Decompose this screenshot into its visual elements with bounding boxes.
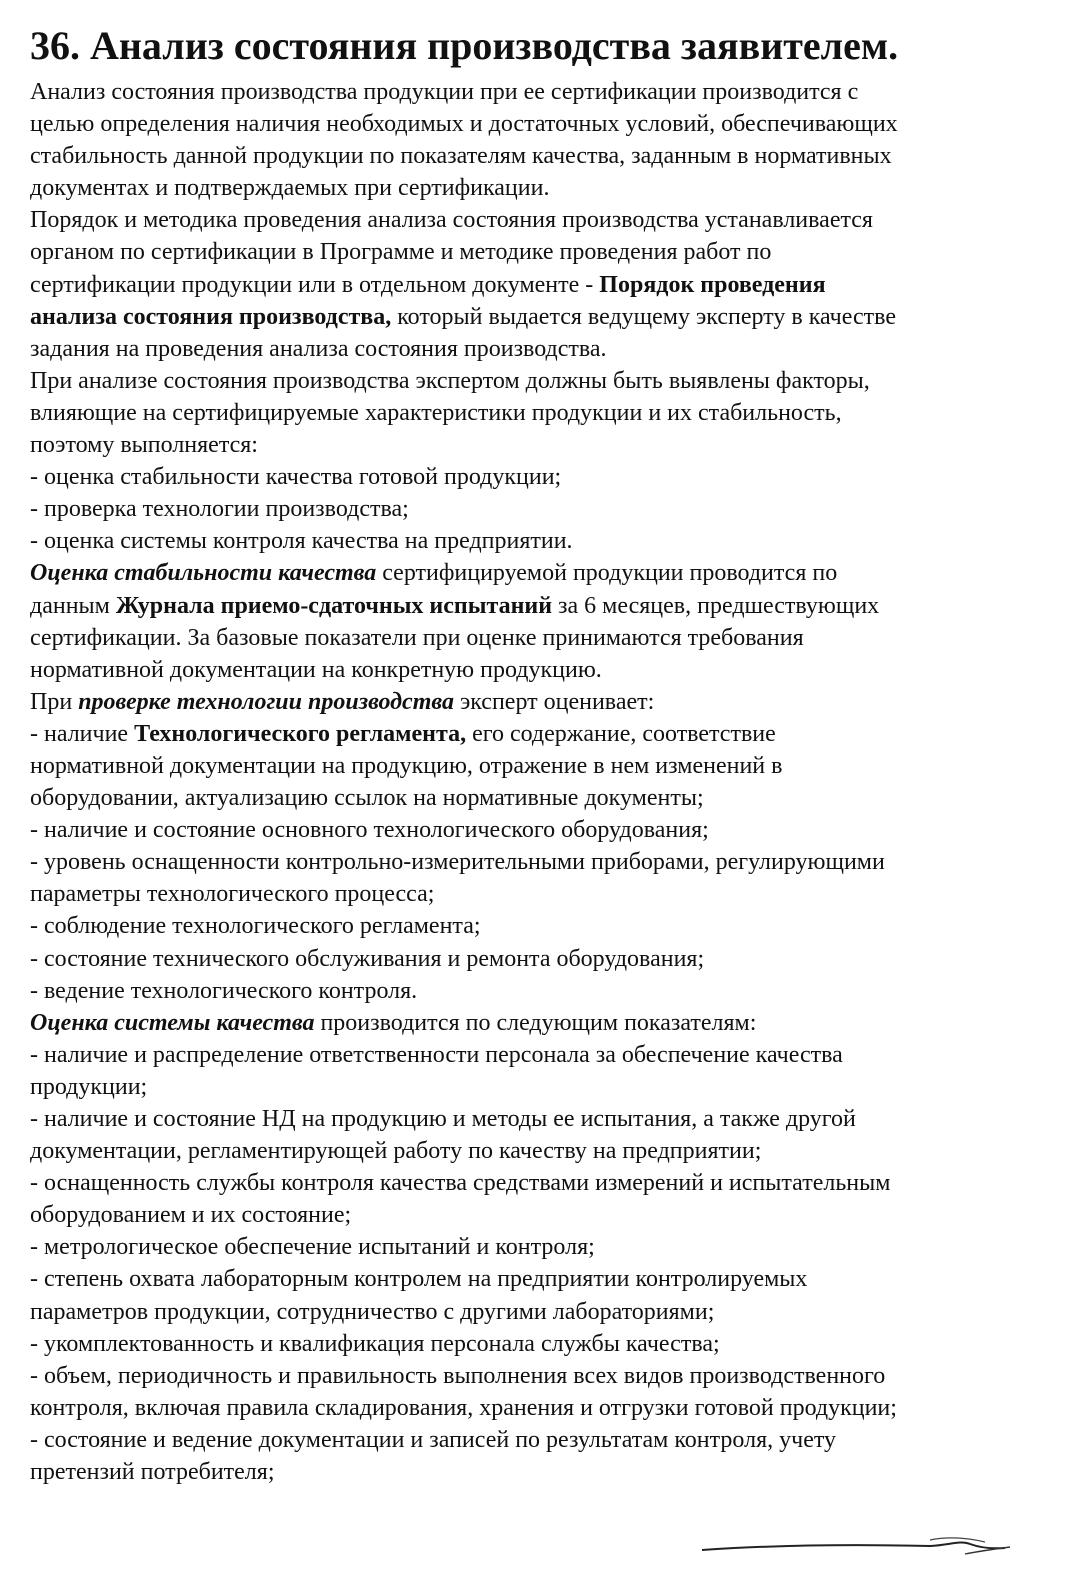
text-line: целью определения наличия необходимых и достаточных условий, обеспечивающих xyxy=(30,111,898,138)
text-line: задания на проведения анализа состояния производства. xyxy=(30,335,607,362)
text-line: документации, регламентирующей работу по качеству на предприятии; xyxy=(30,1138,762,1165)
text-line: оборудовании, актуализацию ссылок на нормативные документы; xyxy=(30,785,704,812)
list-item: - укомплектованность и квалификация персонала службы качества; xyxy=(30,1330,720,1357)
text-line xyxy=(30,269,1060,301)
italic-heading: Оценка системы качества xyxy=(30,1009,315,1036)
list-item: - состояние технического обслуживания и ремонта оборудования; xyxy=(30,945,705,972)
text-line: влияющие на сертифицируемые характеристики продукции и их стабильность, xyxy=(30,399,842,426)
text-line: При анализе состояния производства экспертом должны быть выявлены факторы, xyxy=(30,367,870,394)
bold-term: Технологического регламента, xyxy=(134,720,467,747)
text-line: нормативной документации на продукцию, отражение в нем изменений в xyxy=(30,752,783,779)
document-body xyxy=(30,76,1060,1488)
text-line: поэтому выполняется: xyxy=(30,432,258,459)
text-line xyxy=(30,1007,1060,1039)
text-line: сертификации. За базовые показатели при оценке принимаются требования xyxy=(30,624,804,651)
page-title: 36. Анализ состояния производства заявителем. xyxy=(30,23,899,68)
italic-heading: Оценка стабильности качества xyxy=(30,560,377,587)
text-line: оборудованием и их состояние; xyxy=(30,1202,352,1229)
text-run: эксперт оценивает: xyxy=(453,688,655,715)
text-line: продукции; xyxy=(30,1073,148,1100)
text-line: органом по сертификации в Программе и методике проведения работ по xyxy=(30,239,772,266)
text-run: При xyxy=(30,688,79,715)
text-run: сертифицируемой продукции проводится по xyxy=(376,560,838,587)
list-item: - оценка стабильности качества готовой продукции; xyxy=(30,464,562,491)
list-item: - состояние и ведение документации и записей по результатам контроля, учету xyxy=(30,1426,837,1453)
text-line: нормативной документации на конкретную продукцию. xyxy=(30,656,602,683)
bold-term: анализа состояния производства, xyxy=(30,303,392,330)
text-line: претензий потребителя; xyxy=(30,1459,275,1486)
text-run: сертификации продукции или в отдельном документе - xyxy=(30,271,600,298)
list-item: - соблюдение технологического регламента; xyxy=(30,913,481,940)
text-run: - наличие xyxy=(30,720,135,747)
list-item: - оценка системы контроля качества на предприятии. xyxy=(30,528,573,555)
text-run: который выдается ведущему эксперту в качестве xyxy=(391,303,896,330)
text-line xyxy=(30,686,1060,718)
signature-mark xyxy=(700,1530,1020,1570)
text-line xyxy=(30,301,1060,333)
text-line: Анализ состояния производства продукции при ее сертификации производится с xyxy=(30,79,859,105)
text-line: параметры технологического процесса; xyxy=(30,881,435,908)
list-item: - степень охвата лабораторным контролем на предприятии контролируемых xyxy=(30,1266,808,1293)
list-item: - метрологическое обеспечение испытаний и контроля; xyxy=(30,1234,595,1261)
bold-term: Порядок проведения xyxy=(599,271,826,298)
text-line xyxy=(30,590,1060,622)
list-item: - наличие и состояние НД на продукцию и методы ее испытания, а также другой xyxy=(30,1106,856,1132)
text-run: за 6 месяцев, предшествующих xyxy=(552,592,880,619)
text-run: данным xyxy=(30,592,116,619)
text-run: его содержание, соответствие xyxy=(466,720,776,747)
text-line: документах и подтверждаемых при сертификации. xyxy=(30,175,550,202)
list-item: - оснащенность службы контроля качества средствами измерений и испытательным xyxy=(30,1170,891,1197)
list-item xyxy=(30,718,1060,750)
list-item: - наличие и распределение ответственности персонала за обеспечение качества xyxy=(30,1041,843,1068)
text-line: параметров продукции, сотрудничество с другими лабораториями; xyxy=(30,1298,715,1325)
list-item: - объем, периодичность и правильность выполнения всех видов производственного xyxy=(30,1362,886,1389)
italic-heading: проверке технологии производства xyxy=(78,688,454,715)
text-run: производится по следующим показателям: xyxy=(314,1009,757,1036)
list-item: - ведение технологического контроля. xyxy=(30,977,418,1004)
text-line xyxy=(30,557,1060,589)
list-item: - уровень оснащенности контрольно-измерительными приборами, регулирующими xyxy=(30,849,885,876)
bold-term: Журнала приемо-сдаточных испытаний xyxy=(115,592,553,619)
text-line: стабильность данной продукции по показателям качества, заданным в нормативных xyxy=(30,143,892,170)
text-line: контроля, включая правила складирования, хранения и отгрузки готовой продукции; xyxy=(30,1394,897,1421)
list-item: - проверка технологии производства; xyxy=(30,496,409,523)
list-item: - наличие и состояние основного технологического оборудования; xyxy=(30,817,709,844)
text-line: Порядок и методика проведения анализа состояния производства устанавливается xyxy=(30,207,873,234)
document-page xyxy=(30,20,1060,1488)
